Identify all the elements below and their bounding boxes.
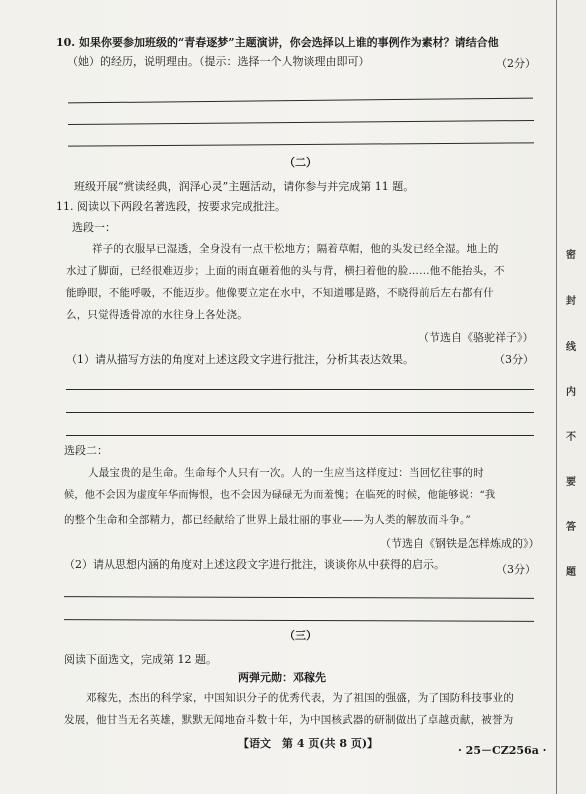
- passage2-line: 候，他不会因为虚度年华而悔恨，也不会因为碌碌无为而羞愧；在临死的时候，他能够说：“我: [64, 490, 496, 501]
- passage2-source: （节选自《钢铁是怎样炼成的》）: [380, 537, 540, 550]
- binding-line: [556, 0, 557, 794]
- q10-line1: 10. 如果你要参加班级的“青春逐梦”主题演讲，你会选择以上谁的事例作为素材？请结合他: [56, 36, 499, 49]
- margin-char: 题: [566, 567, 576, 578]
- article-title: 两弹元勋：邓稼先: [238, 671, 326, 684]
- article-line: 邓稼先，杰出的科学家，中国知识分子的优秀代表，为了祖国的强盛，为了国防科技事业的: [86, 692, 514, 704]
- section3-intro: 阅读下面选文，完成第 12 题。: [64, 653, 217, 666]
- answer-line[interactable]: [64, 596, 534, 599]
- answer-line[interactable]: [64, 619, 534, 622]
- answer-line[interactable]: [68, 142, 534, 146]
- sub2-text: （2）请从思想内涵的角度对上述这段文字进行批注，谈谈你从中获得的启示。: [64, 558, 445, 571]
- passage1-label: 选段一：: [72, 221, 116, 234]
- answer-line[interactable]: [66, 389, 534, 390]
- margin-char: 要: [566, 477, 576, 488]
- q10-line2: （她）的经历，说明理由。（提示：选择一个人物谈理由即可）: [67, 55, 370, 68]
- paper-code: · 25－CZ256a ·: [458, 744, 547, 757]
- sub1-text: （1）请从描写方法的角度对上述这段文字进行批注，分析其表达效果。: [66, 353, 414, 366]
- margin-char: 内: [566, 387, 576, 398]
- article-line: 发展，他甘当无名英雄，默默无闻地奋斗数十年，为中国核武器的研制做出了卓越贡献，被誉为: [64, 714, 514, 726]
- margin-char: 封: [566, 296, 576, 307]
- q10-score: （2分）: [496, 57, 536, 70]
- passage1-line: 能睁眼，不能呼吸，不能迈步。他像要立定在水中，不知道哪是路，不晓得前后左右都有什: [66, 287, 494, 299]
- q11-stem: 11. 阅读以下两段名著选段，按要求完成批注。: [56, 200, 286, 213]
- section3-heading: （三）: [284, 629, 317, 642]
- margin-char: 线: [566, 342, 576, 353]
- passage2-line: 的整个生命和全部精力，都已经献给了世界上最壮丽的事业——为人类的解放而斗争。”: [64, 514, 471, 526]
- section2-heading: （二）: [284, 156, 317, 169]
- margin-char: 不: [566, 432, 576, 443]
- answer-line[interactable]: [66, 435, 534, 436]
- page-number: 【语文 第 4 页(共 8 页)】: [238, 737, 379, 750]
- margin-char: 答: [566, 522, 576, 533]
- answer-line[interactable]: [68, 98, 533, 104]
- sub2-score: （3分）: [496, 563, 536, 576]
- answer-line[interactable]: [66, 412, 534, 413]
- margin-char: 密: [566, 250, 576, 261]
- passage1-line: 祥子的衣服早已湿透，全身没有一点干松地方；隔着草帽，他的头发已经全湿。地上的: [92, 243, 499, 255]
- passage1-line: 水过了脚面，已经很难迈步；上面的雨直砸着他的头与背，横扫着他的脸……他不能抬头，不: [66, 265, 505, 277]
- passage1-line: 么，只觉得透骨凉的水往身上各处浇。: [66, 309, 248, 321]
- sub1-score: （3分）: [494, 353, 534, 366]
- passage2-label: 选段二：: [64, 444, 108, 457]
- section2-intro: 班级开展“赏读经典，润泽心灵”主题活动，请你参与并完成第 11 题。: [74, 180, 415, 193]
- passage1-source: （节选自《骆驼祥子》）: [418, 331, 534, 344]
- passage2-line: 人最宝贵的是生命。生命每个人只有一次。人的一生应当这样度过：当回忆往事的时: [88, 467, 484, 479]
- answer-line[interactable]: [68, 120, 534, 125]
